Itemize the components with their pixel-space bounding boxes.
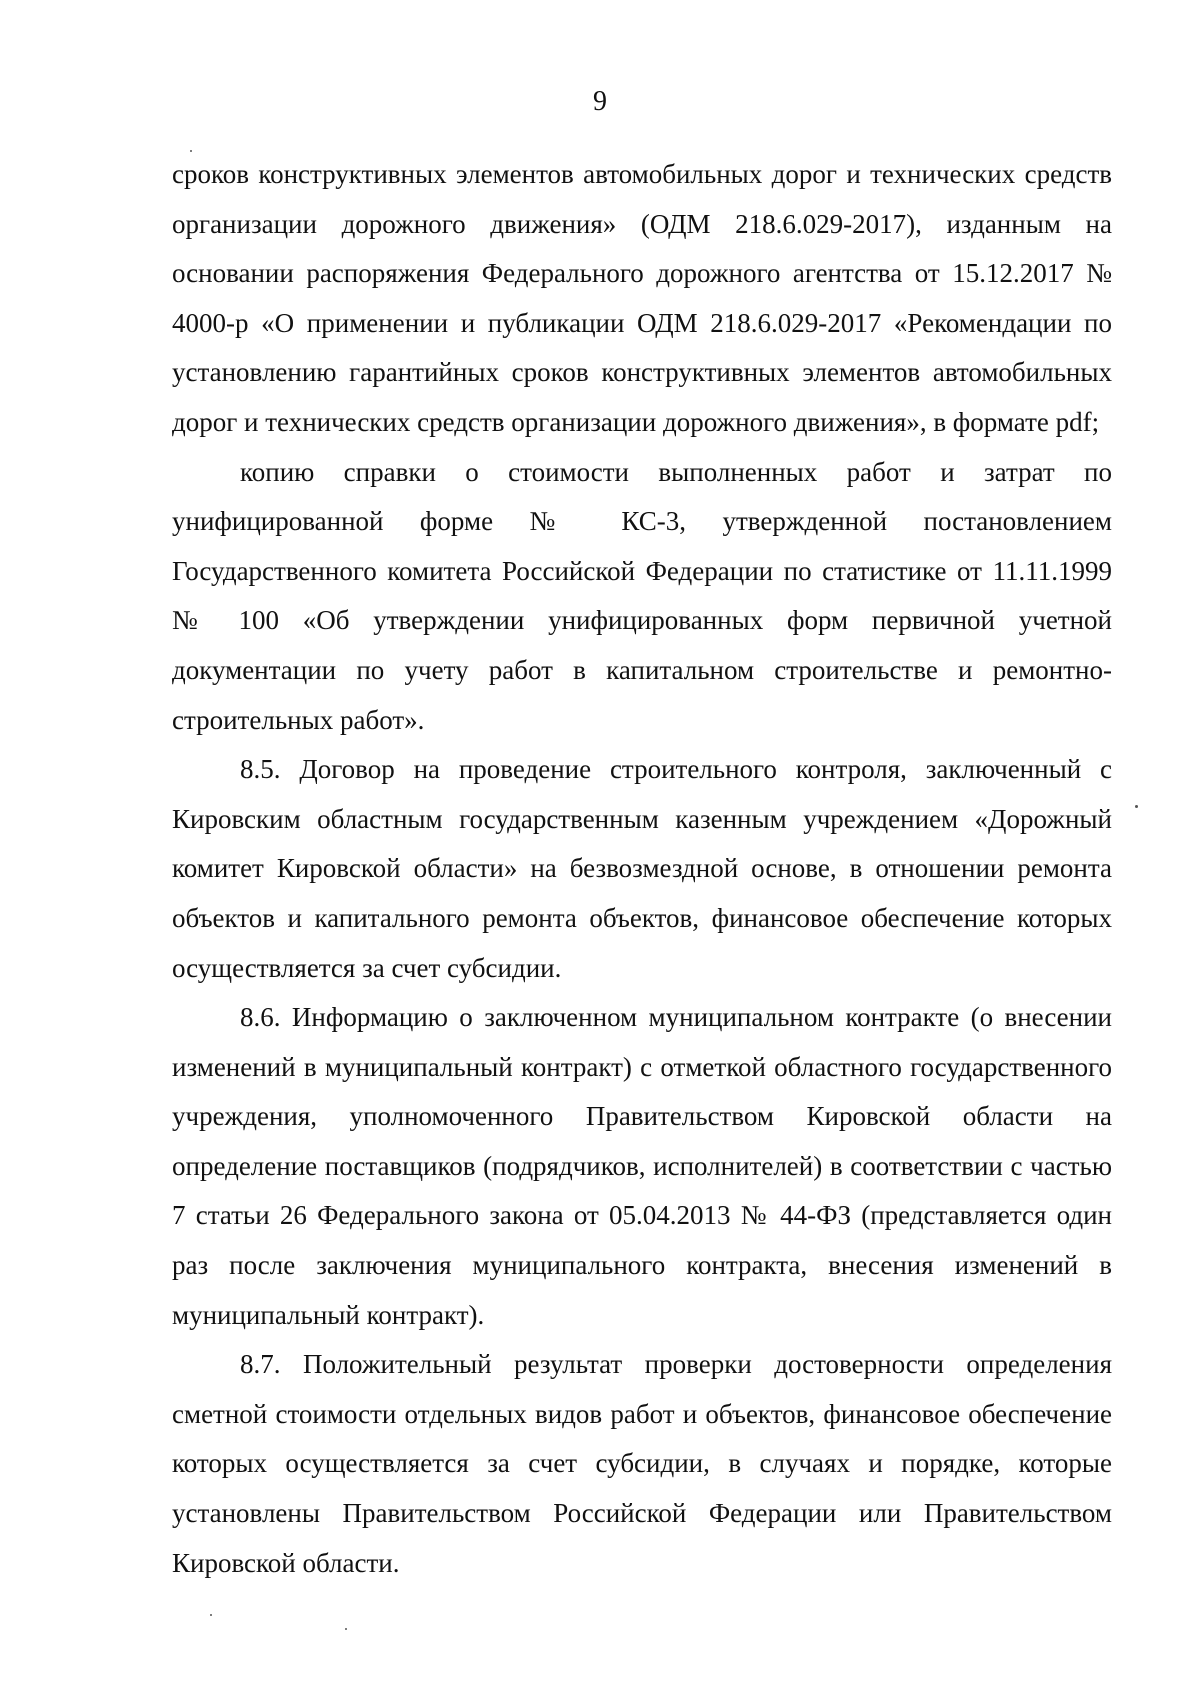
paragraph-ks3-copy: копию справки о стоимости выполненных работ и затрат по унифицированной форме № КС-3, утвержденной постановлением Государственного комитета Российской Федерации по статистике от 11.11.1999 № 100 «Об утверждении унифицированных форм первичной учетной документации по учету работ в капитальном строительстве и ремонтно-строительных работ». <box>172 456 1112 735</box>
scan-speck <box>210 1614 212 1616</box>
scan-speck <box>1135 805 1138 808</box>
scan-speck <box>190 150 192 152</box>
paragraph-8-6: 8.6. Информацию о заключенном муниципальном контракте (о внесении изменений в муниципальный контракт) с отметкой областного государственного учреждения, уполномоченного Правительством Кировской области на определение поставщиков (подрядчиков, исполнителей) в соответствии с частью 7 статьи 26 Федерального закона от 05.04.2013 № 44-ФЗ (представляется один раз после заключения муниципального контракта, внесения изменений в муниципальный контракт). <box>172 1002 1112 1330</box>
paragraph-8-7: 8.7. Положительный результат проверки достоверности определения сметной стоимости отдельных видов работ и объектов, финансовое обеспечение которых осуществляется за счет субсидии, в случаях и порядке, которые установлены Правительством Российской Федерации или Правительством Кировской области. <box>172 1349 1112 1578</box>
scan-speck <box>345 1628 347 1630</box>
paragraph-8-5: 8.5. Договор на проведение строительного контроля, заключенный с Кировским областным государственным казенным учреждением «Дорожный комитет Кировской области» на безвозмездной основе, в отношении ремонта объектов и капитального ремонта объектов, финансовое обеспечение которых осуществляется за счет субсидии. <box>172 754 1112 983</box>
paragraph-continuation: сроков конструктивных элементов автомобильных дорог и технических средств организации дорожного движения» (ОДМ 218.6.029-2017), изданным на основании распоряжения Федерального дорожного агентства от 15.12.2017 № 4000-р «О применении и публикации ОДМ 218.6.029-2017 «Рекомендации по установлению гарантийных сроков конструктивных элементов автомобильных дорог и технических средств организации дорожного движения», в формате pdf; <box>172 159 1112 437</box>
page-number: 9 <box>593 86 607 117</box>
document-body <box>172 150 1112 1588</box>
